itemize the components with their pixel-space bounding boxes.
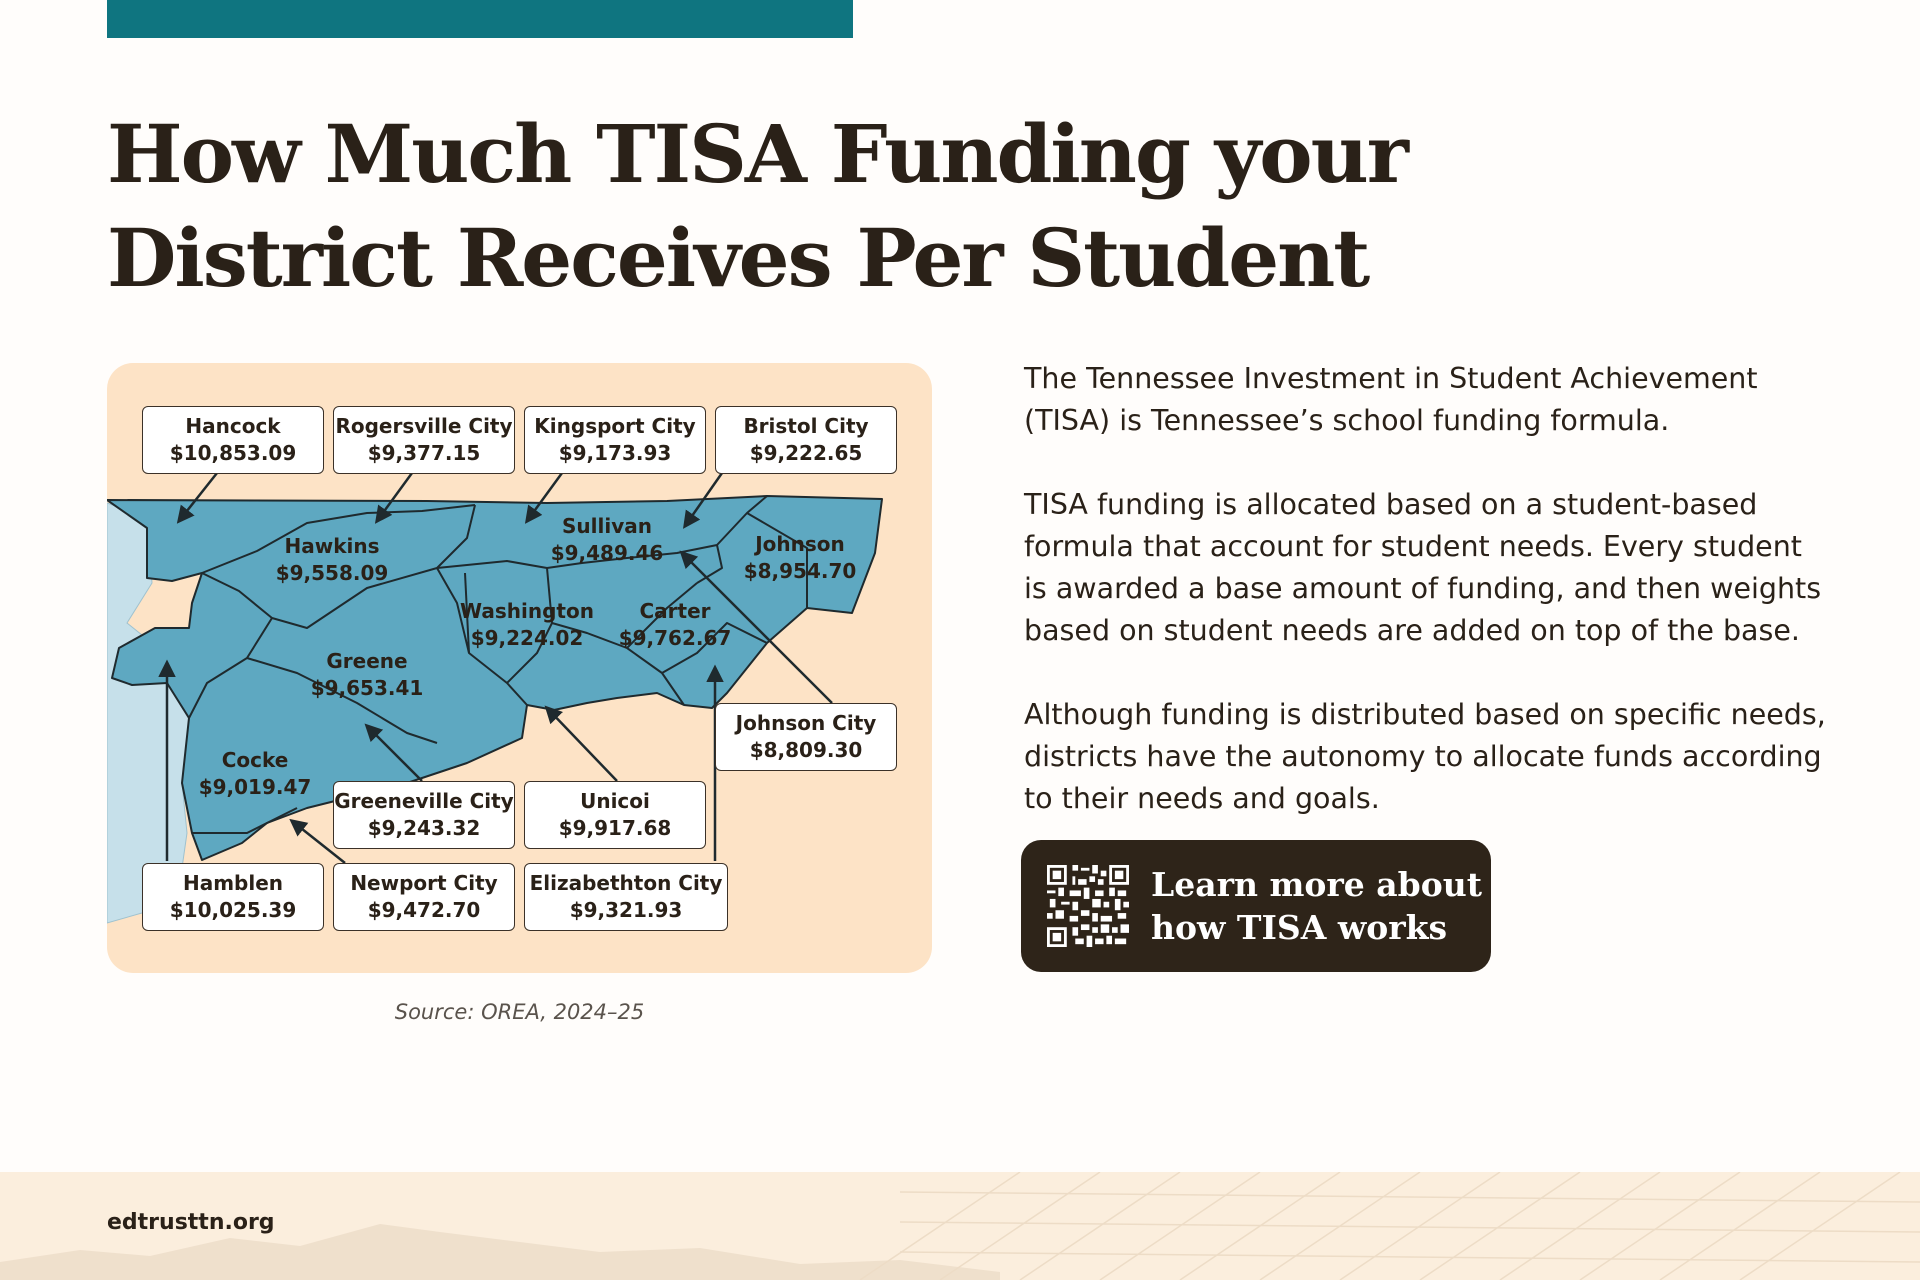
footer	[0, 1172, 1920, 1280]
county-label-carter: Carter $9,762.67	[618, 599, 732, 650]
learn-more-button[interactable]	[1021, 840, 1491, 972]
callout-johnson-city: Johnson City $8,809.30	[715, 703, 897, 771]
callout-hancock: Hancock $10,853.09	[142, 406, 324, 474]
callout-newport-city: Newport City $9,472.70	[333, 863, 515, 931]
county-label-sullivan: Sullivan $9,489.46	[550, 514, 664, 565]
district-map	[107, 363, 932, 973]
county-label-johnson: Johnson $8,954.70	[743, 532, 857, 583]
learn-more-label[interactable]: Learn more about how TISA works	[1151, 865, 1482, 947]
paragraph-1: The Tennessee Investment in Student Achievement (TISA) is Tennessee’s school funding formula.	[1024, 362, 1758, 437]
callout-kingsport-city: Kingsport City $9,173.93	[524, 406, 706, 474]
page-title	[107, 102, 1507, 310]
callout-unicoi: Unicoi $9,917.68	[524, 781, 706, 849]
callout-hamblen: Hamblen $10,025.39	[142, 863, 324, 931]
paragraph-3: Although funding is distributed based on specific needs, districts have the autonomy to allocate funds according to their needs and goals.	[1024, 698, 1826, 815]
title-line-1: How Much TISA Funding your	[107, 107, 1407, 201]
top-accent-bar	[107, 0, 853, 38]
callout-elizabethton-city: Elizabethton City $9,321.93	[524, 863, 728, 931]
callout-greeneville-city: Greeneville City $9,243.32	[333, 781, 515, 849]
paragraph-2: TISA funding is allocated based on a student-based formula that account for student needs. Every student is awarded a base amount of funding, and then weights based on student needs are added on top of the base.	[1024, 488, 1822, 647]
description	[1024, 358, 1844, 862]
county-label-greene: Greene $9,653.41	[310, 649, 424, 700]
map-source: Source: OREA, 2024–25	[394, 1000, 645, 1024]
callout-bristol-city: Bristol City $9,222.65	[715, 406, 897, 474]
county-label-washington: Washington $9,224.02	[460, 599, 594, 650]
footer-url-link[interactable]: edtrusttn.org	[107, 1210, 275, 1235]
title-line-2: District Receives Per Student	[107, 211, 1369, 305]
footer-decoration	[0, 1172, 1920, 1280]
qr-code-icon[interactable]	[1047, 865, 1129, 947]
county-label-cocke: Cocke $9,019.47	[198, 748, 312, 799]
callout-rogersville-city: Rogersville City $9,377.15	[333, 406, 515, 474]
county-label-hawkins: Hawkins $9,558.09	[275, 534, 389, 585]
